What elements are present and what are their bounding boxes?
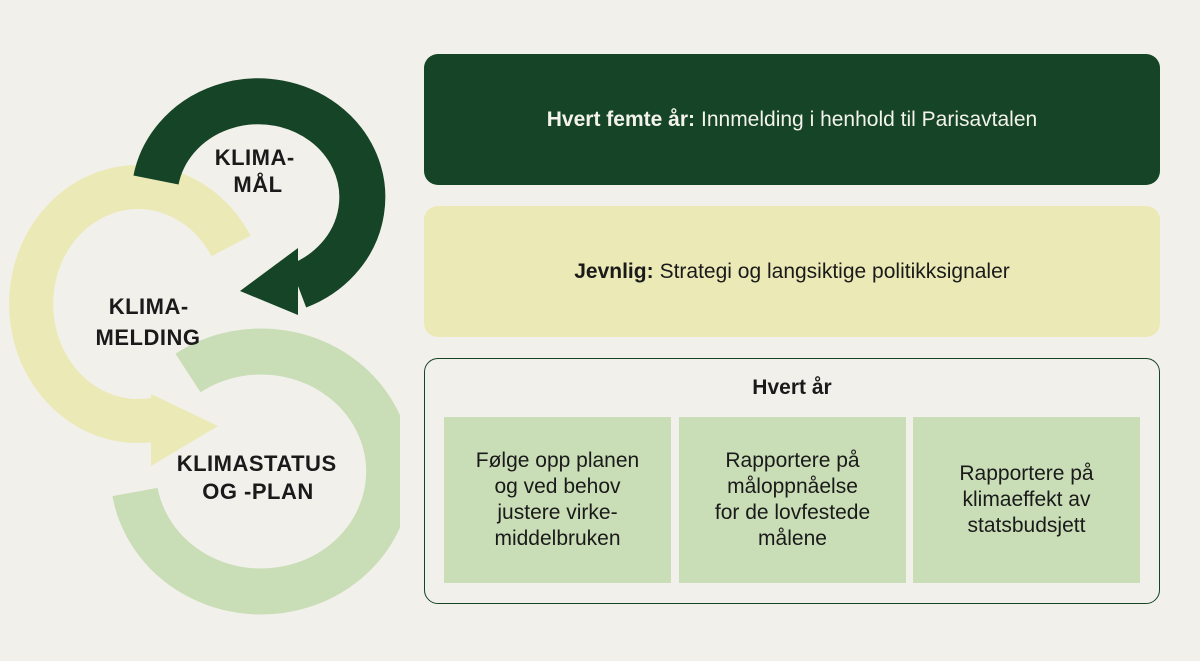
five-year-label: Hvert femte år: <box>546 107 695 131</box>
yearly-panel <box>424 358 1160 604</box>
klimamal-label: KLIMA- MÅL <box>214 145 295 197</box>
five-year-text: Innmelding i henhold til Parisavtalen <box>701 107 1038 131</box>
regular-label: Jevnlig: <box>574 259 654 283</box>
climate-cycle-diagram <box>0 0 400 661</box>
klimamal-arrowhead <box>240 248 298 315</box>
regular-panel <box>424 206 1160 337</box>
klimastatus-label: KLIMASTATUS OG -PLAN <box>176 451 337 504</box>
regular-text: Strategi og langsiktige politikksignaler <box>659 259 1010 283</box>
yearly-item-budget-effect: Rapportere på klimaeffekt av statsbudsjett <box>913 417 1140 583</box>
yearly-item-follow-up: Følge opp planen og ved behov justere virke- middelbruken <box>444 417 671 583</box>
yearly-heading: Hvert år <box>752 376 832 399</box>
five-year-panel <box>424 54 1160 185</box>
yearly-item-goal-reporting: Rapportere på måloppnåelse for de lovfestede målene <box>679 417 906 583</box>
klimamelding-label: KLIMA- MELDING <box>95 294 201 350</box>
